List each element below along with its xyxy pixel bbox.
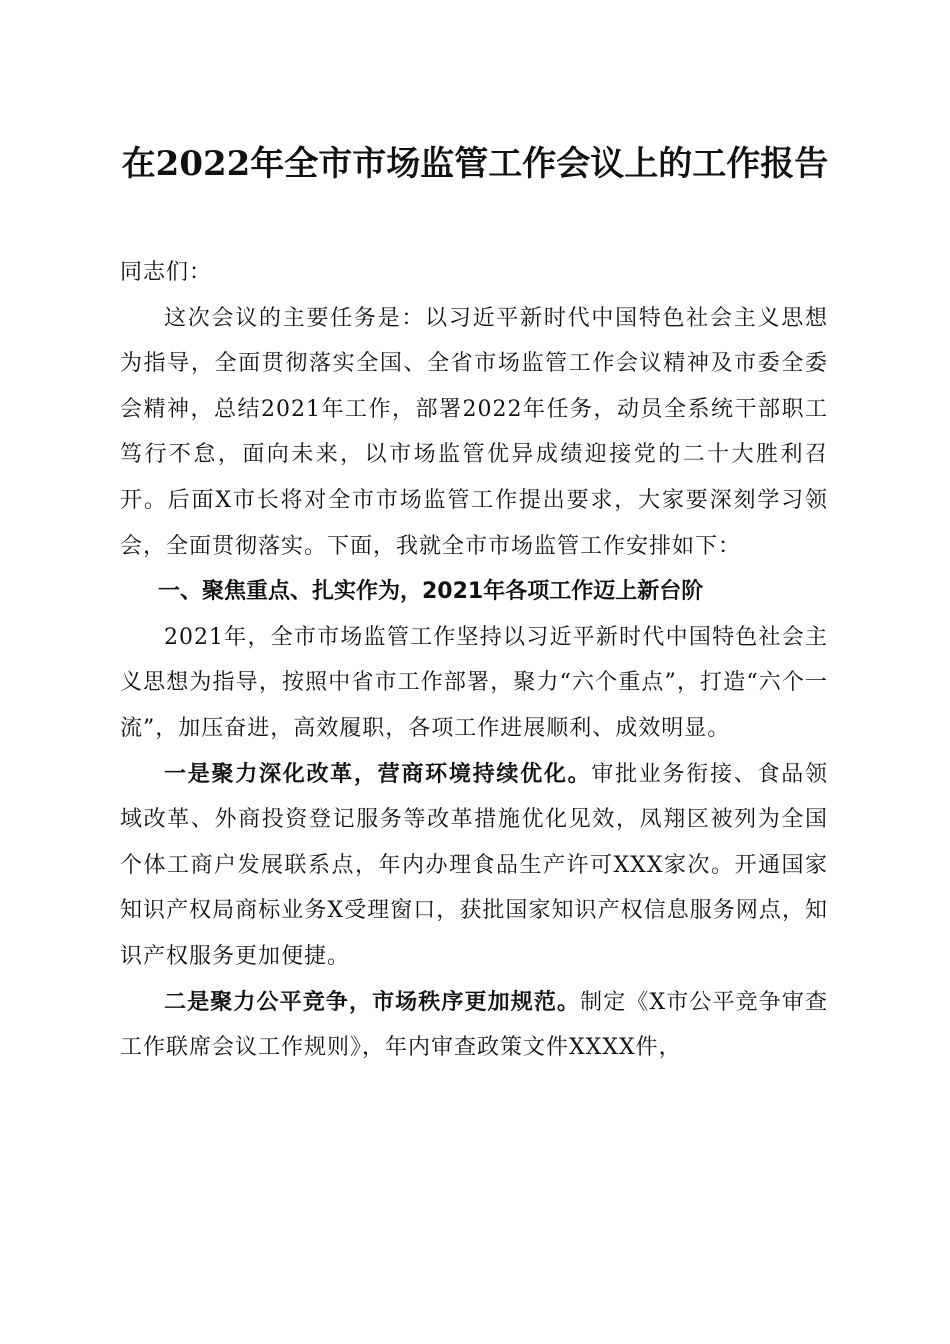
paragraph-intro: 这次会议的主要任务是：以习近平新时代中国特色社会主义思想为指导，全面贯彻落实全国、全省市场监管工作会议精神及市委全委会精神，总结2021年工作，部署2022年任务，动员全系统干部职工笃行不怠，面向未来，以市场监管优异成绩迎接党的二十大胜利召开。后面X市长将对全市市场监管工作提出要求，大家要深刻学习领会，全面贯彻落实。下面，我就全市市场监管工作安排如下： (120, 305, 828, 559)
paragraph-lead: 二是聚力公平竞争，市场秩序更加规范。 (164, 988, 581, 1015)
paragraph-body: 审批业务衔接、食品领域改革、外商投资登记服务等改革措施优化见效，凤翔区被列为全国个体工商户发展联系点，年内办理食品生产许可XXX家次。开通国家知识产权局商标业务X受理窗口，获批国家知识产权信息服务网点，知识产权服务更加便捷。 (120, 761, 828, 969)
document-title: 在2022年全市市场监管工作会议上的工作报告 (121, 144, 829, 184)
paragraph-body: 制定《X市公平竞争审查工作联席会议工作规则》，年内审查政策文件XXXX件， (120, 989, 828, 1061)
paragraph-lead: 一是聚力深化改革，营商环境持续优化。 (164, 760, 592, 787)
paragraph-reform (120, 752, 828, 980)
paragraph-competition (120, 980, 828, 1071)
salutation: 同志们： (120, 260, 213, 285)
section-heading-1: 一、聚焦重点、扎实作为，2021年各项工作迈上新台阶 (158, 579, 704, 605)
paragraph-summary: 2021年，全市市场监管工作坚持以习近平新时代中国特色社会主义思想为指导，按照中省市工作部署，聚力“六个重点”，打造“六个一流”，加压奋进，高效履职，各项工作进展顺利、成效明显。 (120, 624, 828, 741)
document-body (120, 250, 828, 1071)
